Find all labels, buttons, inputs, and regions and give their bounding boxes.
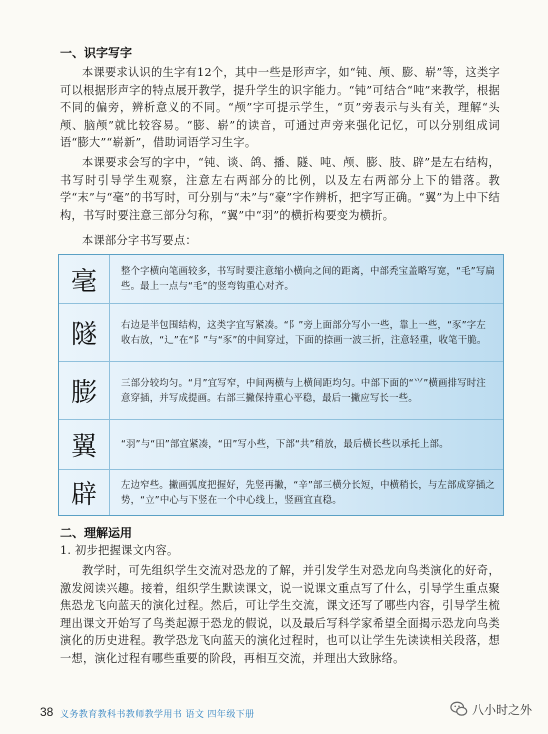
table-row [59,361,503,419]
table-row [59,255,503,303]
section2-heading: 二、理解运用 [60,526,133,540]
table-char: 毫 [59,255,110,303]
table-desc: “羽”与“田”部宜紧凑，“田”写小些，下部“共”稍放，最后横长些以承托上部。 [121,439,449,450]
table-char: 膨 [59,362,110,419]
table-char: 翼 [59,420,110,469]
watermark [450,700,532,718]
watermark-text: 八小时之外 [472,702,533,717]
table-row [59,303,503,361]
page-number: 38 [40,705,54,719]
wechat-icon [450,700,468,718]
book-title-footer: 义务教育教科书教师教学用书 语文 四年级下册 [60,710,255,720]
table-char: 隧 [59,304,110,361]
section1-heading: 一、识字写字 [60,46,133,60]
section1-paragraph-2: 本课要求会写的字中，“钝、谈、鸽、播、隧、吨、颅、膨、肢、辟”是左右结构，书写时引导学生观察，注意左右两部分的比例，以及左右两部分上下的错落。教学“末”与“毫”的书写时，可分别与“未”与“豪”字作辨析，把字写正确。“翼”为上中下结构，书写时要注意三部分匀称，“翼”中“羽”的横折构要变为横折。 [60,156,500,222]
table-desc: 右边是半包围结构，这类字宜写紧凑。“阝”旁上面部分写小一些，靠上一些，“豕”字左收右放，“辶”在“阝”与“豕”的中间穿过，下面的捺画一波三折，注意轻重，收笔干脆。 [121,319,487,346]
section2-paragraph-1: 教学时，可先组织学生交流对恐龙的了解，并引发学生对恐龙向鸟类演化的好奇，激发阅读兴趣。接着，组织学生默读课文，说一说课文重点写了什么，引导学生重点聚焦恐龙飞向蓝天的演化过程。然后，可让学生交流，课文还写了哪些内容，引导学生梳理出课文开始写了鸟类起源于恐龙的假说，以及最后写科学家希望全面揭示恐龙向鸟类演化的历史进程。教学恐龙飞向蓝天的演化过程时，也可以让学生先读读相关段落，想一想，演化过程有哪些重要的阶段，再相互交流，并理出大致脉络。 [60,564,500,665]
section2-subheading: 1. 初步把握课文内容。 [60,544,179,557]
section1-paragraph-1: 本课要求认识的生字有12个，其中一些是形声字，如“钝、颅、膨、崭”等，这类字可以根据形声字的特点展开教学，提升学生的识字能力。“钝”可结合“吨”来教学，根据不同的偏旁，辨析意义的不同。“颅”字可提示学生，“页”旁表示与头有关，理解“头颅、脑颅”就比较容易。“膨、崭”的读音，可通过声旁来强化记忆，可以分别组成词语“膨大”“崭新”，借助词语学习生字。 [60,66,500,150]
table-char: 辟 [59,470,110,515]
table-row [59,469,503,515]
table-desc: 左边窄些。撇画弧度把握好，先竖再撇，“辛”部三横分长短，中横稍长，与左部成穿插之势，“立”中心与下竖在一个中心线上，竖画宜直稳。 [121,479,495,506]
writing-points-table [58,254,504,516]
section1-paragraph-3: 本课部分字书写要点： [82,234,197,247]
table-desc: 三部分较均匀。“月”宜写窄，中间两横与上横间距均匀。中部下面的“⺍”横画排写时注意穿插，并写成提画。右部三撇保持重心平稳，最后一撇应写长一些。 [121,377,486,404]
table-desc: 整个字横向笔画较多，书写时要注意缩小横向之间的距离，中部秃宝盖略写宽，“毛”写扁些。最上一点与“毛”的竖弯钩重心对齐。 [121,266,495,292]
table-row [59,419,503,469]
